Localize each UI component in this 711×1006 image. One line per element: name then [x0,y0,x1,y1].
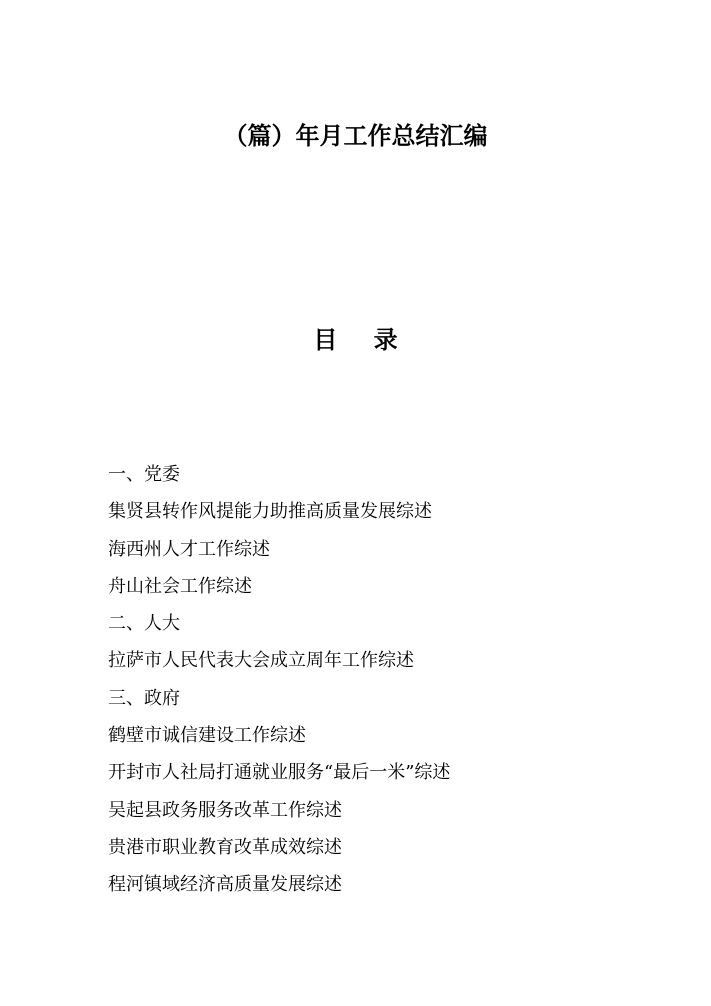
toc-entry: 拉萨市人民代表大会成立周年工作综述 [108,650,414,672]
toc-list [108,456,668,904]
toc-entry: 吴起县政务服务改革工作综述 [108,799,342,821]
toc-section-party-committee: 一、党委 [108,464,180,485]
toc-entry: 程河镇域经济高质量发展综述 [108,874,342,896]
toc-entry: 鹤壁市诚信建设工作综述 [108,725,306,747]
toc-entry: 开封市人社局打通就业服务“最后一米”综述 [108,762,451,784]
toc-entry: 舟山社会工作综述 [108,575,252,597]
document-title: （篇）年月工作总结汇编 [223,122,488,150]
toc-entry: 集贤县转作风提能力助推高质量发展综述 [108,501,432,523]
toc-heading: 目 录 [313,326,412,354]
toc-entry: 海西州人才工作综述 [108,538,270,560]
toc-section-peoples-congress: 二、人大 [108,613,180,635]
toc-entry: 贵港市职业教育改革成效综述 [108,836,342,858]
toc-section-government: 三、政府 [108,687,180,709]
